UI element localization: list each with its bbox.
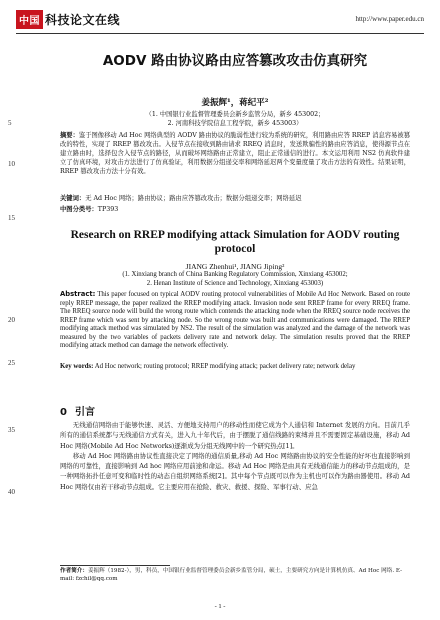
affiliations-cn [60,110,410,128]
abstract-text: 鉴于图像移动 Ad Hoc 网络典型的 AODV 路由协议的脆弱性进行较为系统的研究，利用路由应答 RREP 消息容易被篡改的特性，实现了 RREP 篡改攻击。入侵节点在接收到路由请求 RREQ 消息时，发送欺骗性的路由应答消息，使得源节点在建立路由时，选择包含入侵节点的路径，从而破坏网络路由正常建立，阻止正常通信的进行。本文运用利用 NS2 仿真软件建立了仿真环境，对攻击方法进行了仿真验证，利用数据分组递交率和网络延迟两个变量度量了攻击方法的有效性。结果证明，RREP 篡改攻击方法十分有效。 [60,132,411,176]
line-number: 10 [8,160,15,168]
body-paragraph: 无线通信网络由于能够快速、灵活、方便地支持用户的移动性而使它成为个人通信和 Internet 发展的方向。目前几乎所有的通信系统都与无线通信方式有关，进入九十年代后，由于摆脱了通信线路的束缚并且不需要固定基础设施，移动 Ad Hoc 网络(Mobile Ad Hoc Networks)逐渐成为分组无线网中的一个研究热点[1]。 [60,421,410,450]
line-number: 15 [8,214,15,222]
section-heading [60,403,410,418]
classification-cn [60,204,410,213]
footnote-label: 作者简介： [60,568,88,574]
classification-text: TP393 [97,206,119,213]
footnote-rule [60,565,170,566]
abstract-en [60,290,410,351]
line-number: 25 [8,359,15,367]
authors-en: JIANG Zhenhui¹, JIANG Jiping² [185,262,285,271]
body-text [60,420,410,492]
line-numbers [0,0,30,620]
keywords-en [60,363,410,372]
affiliations-en [60,271,410,288]
page-header [16,8,424,34]
keywords-text: 无 Ad Hoc 网络；路由协议；路由应答篡改攻击；数据分组递交率；网络延迟 [85,195,302,202]
affiliation-line: （1. 中国银行业监督管理委员会新乡监管分局，新乡 453002； [145,111,325,118]
classification-label: 中图分类号： [60,206,98,213]
section-title: 引言 [74,407,95,418]
abstract-label: 摘要： [60,132,79,139]
abstract-label: Abstract: [60,290,96,298]
section-number: 0 [60,407,67,418]
paper-title-cn: AODV 路由协议路由应答篡改攻击仿真研究 [102,53,368,69]
paper-title-en: Research on RREP modifying attack Simulation for AODV routing protocol [70,229,400,255]
keywords-text: Ad Hoc network; routing protocol; RREP modifying attack; packet delivery rate; network delay [94,363,356,370]
affiliation-line: 2. Henan Institute of Science and Technology, Xinxiang 453003) [146,279,324,287]
author-footnote [60,567,410,583]
abstract-cn [60,131,410,176]
line-number: 35 [8,426,15,434]
line-number: 40 [8,488,15,496]
line-number: 5 [8,119,12,127]
abstract-text: This paper focused on typical AODV routing protocol vulnerabilities of Mobile Ad Hoc Network. Based on route reply RREP message, the paper realized the RREP modifying attack. Invasion node sent RREP frame for every RREQ frame. The RREQ source node will build the wrong route which contends the attacking node when the RREQ source node receives the RREP frame which was sent by attacking node. So the wrong route was built and communications were damaged. The RREP modifying attack method was simulated by NS2. The result of the simulation was analyzed and the damage of the network was measured by the two variables of packets delivery rate and network delay. The simulation results proved that the RREP modifying attack method can damage the network effectively. [60,291,411,350]
keywords-label: Key words: [60,363,94,370]
site-logo[interactable] [16,10,120,28]
affiliation-line: (1. Xinxiang branch of China Banking Regulatory Commission, Xinxiang 453002; [122,271,348,278]
page-number: - 1 - [214,603,226,610]
logo-text: 科技论文在线 [45,12,121,27]
body-paragraph: 移动 Ad Hoc 网络路由协议性直接决定了网络的通信质量,移动 Ad Hoc 网络路由协议的安全性能的好坏也直接影响到网络的可靠性，直接影响到 Ad hoc 网络应用前途和命运。移动 Ad Hoc 网络是由具有无线通信能力的移动节点组成的，是一种网络拓扑任意可变和临时性的动态自组织网络系统[2]。其中每个节点既可以作为主机也可以作为路由器使用。移动 Ad Hoc 网络仅由若干移动节点组成。它主要应用在抢险、救灾、救援、探险、军事行动、应急 [60,451,410,491]
keywords-cn [60,194,410,203]
keywords-label: 关键词： [60,195,86,202]
line-number: 20 [8,316,15,324]
authors-cn: 姜振辉¹，蒋纪平² [201,98,269,108]
site-url[interactable]: http://www.paper.edu.cn [355,15,424,23]
logo-box: 中国 [16,10,43,29]
affiliation-line: 2. 河南科技学院信息工程学院，新乡 453003） [167,120,303,127]
footnote-text: 姜振辉（1982-），男，科员，中国银行业监督管理委员会新乡监管分局，硕士，主要研究方向是计算机仿真、Ad Hoc 网络. E-mail: fzchil@qq.com [60,568,403,582]
